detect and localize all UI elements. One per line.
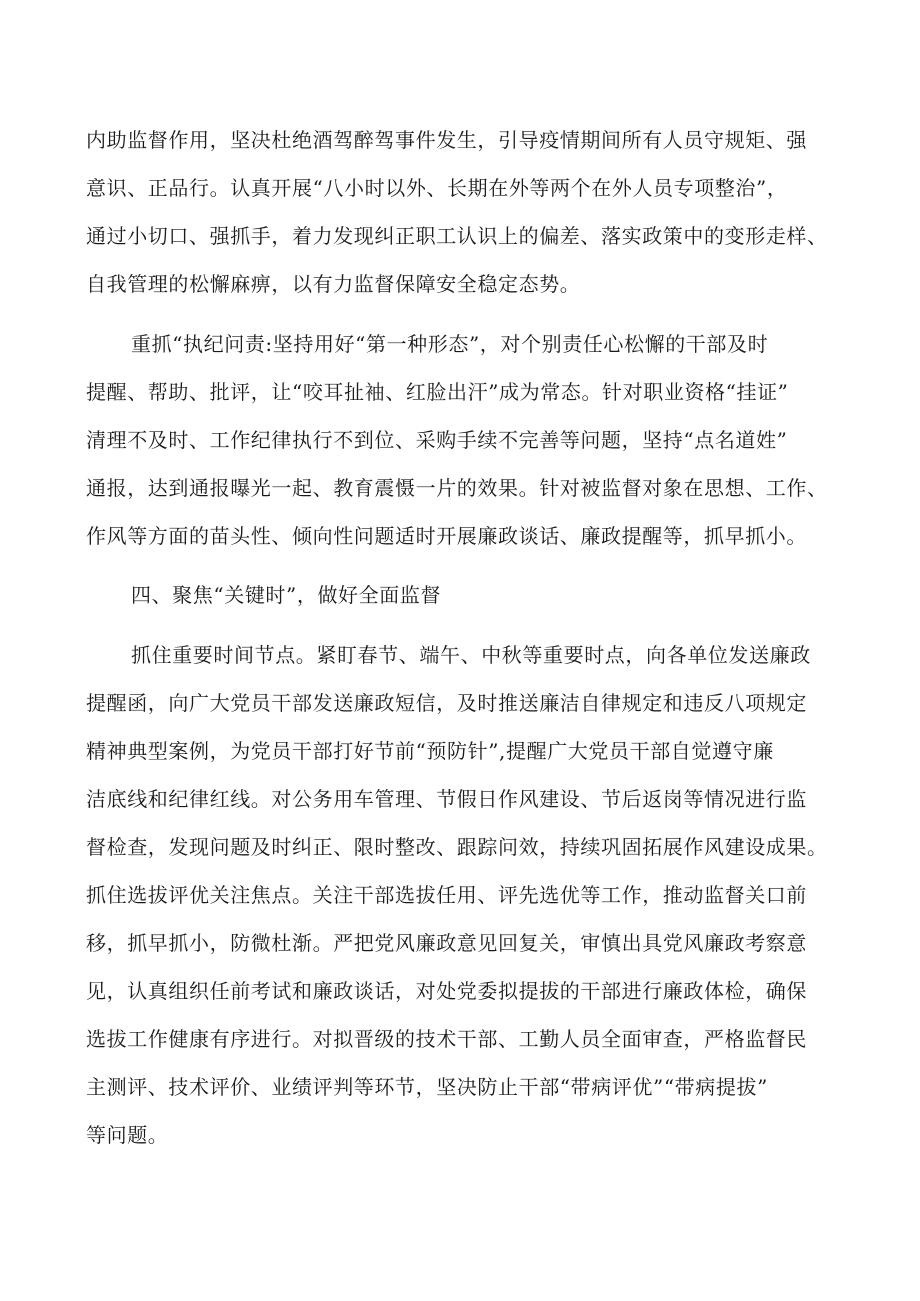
text-line: 见，认真组织任前考试和廉政谈话，对处党委拟提拔的干部进行廉政体检，确保 [86, 979, 807, 1003]
text-line: 通报，达到通报曝光一起、教育震慑一片的效果。针对被监督对象在思想、工作、 [86, 476, 828, 500]
text-line: 选拔工作健康有序进行。对拟晋级的技术干部、工勤人员全面审查，严格监督民 [86, 1027, 807, 1051]
text-line: 清理不及时、工作纪律执行不到位、采购手续不完善等问题，坚持“点名道姓” [86, 428, 788, 452]
text-line: 提醒函，向广大党员干部发送廉政短信，及时推送廉洁自律规定和违反八项规定 [86, 691, 807, 715]
text-line: 重抓“执纪问责:坚持用好“第一种形态”，对个别责任心松懈的干部及时 [131, 332, 769, 356]
text-line: 内助监督作用，坚决杜绝酒驾醉驾事件发生，引导疫情期间所有人员守规矩、强 [86, 128, 807, 152]
text-line: 自我管理的松懈麻痹，以有力监督保障安全稳定态势。 [86, 272, 581, 296]
text-line: 督检查，发现问题及时纠正、限时整改、跟踪问效，持续巩固拓展作风建设成果。 [86, 835, 828, 859]
text-line: 洁底线和纪律红线。对公务用车管理、节假日作风建设、节后返岗等情况进行监 [86, 787, 807, 811]
text-line: 移，抓早抓小，防微杜渐。严把党风廉政意见回复关，审慎出具党风廉政考察意 [86, 931, 807, 955]
text-line: 主测评、技术评价、业绩评判等环节，坚决防止干部“带病评优”“带病提拔” [86, 1075, 768, 1099]
text-line: 等问题。 [86, 1123, 169, 1147]
text-line: 抓住重要时间节点。紧盯春节、端午、中秋等重要时点，向各单位发送廉政 [131, 643, 811, 667]
text-line: 意识、正品行。认真开展“八小时以外、长期在外等两个在外人员专项整治”， [86, 176, 788, 200]
section-heading: 四、聚焦“关键时”，做好全面监督 [131, 583, 442, 607]
text-line: 通过小切口、强抓手，着力发现纠正职工认识上的偏差、落实政策中的变形走样、 [86, 224, 828, 248]
text-line: 作风等方面的苗头性、倾向性问题适时开展廉政谈话、廉政提醒等，抓早抓小。 [86, 524, 807, 548]
text-line: 抓住选拔评优关注焦点。关注干部选拔任用、评先选优等工作，推动监督关口前 [86, 883, 807, 907]
text-line: 提醒、帮助、批评，让“咬耳扯袖、红脸出汗”成为常态。针对职业资格“挂证” [86, 380, 789, 404]
text-line: 精神典型案例，为党员干部打好节前“预防针”,提醒广大党员干部自觉遵守廉 [86, 739, 774, 763]
